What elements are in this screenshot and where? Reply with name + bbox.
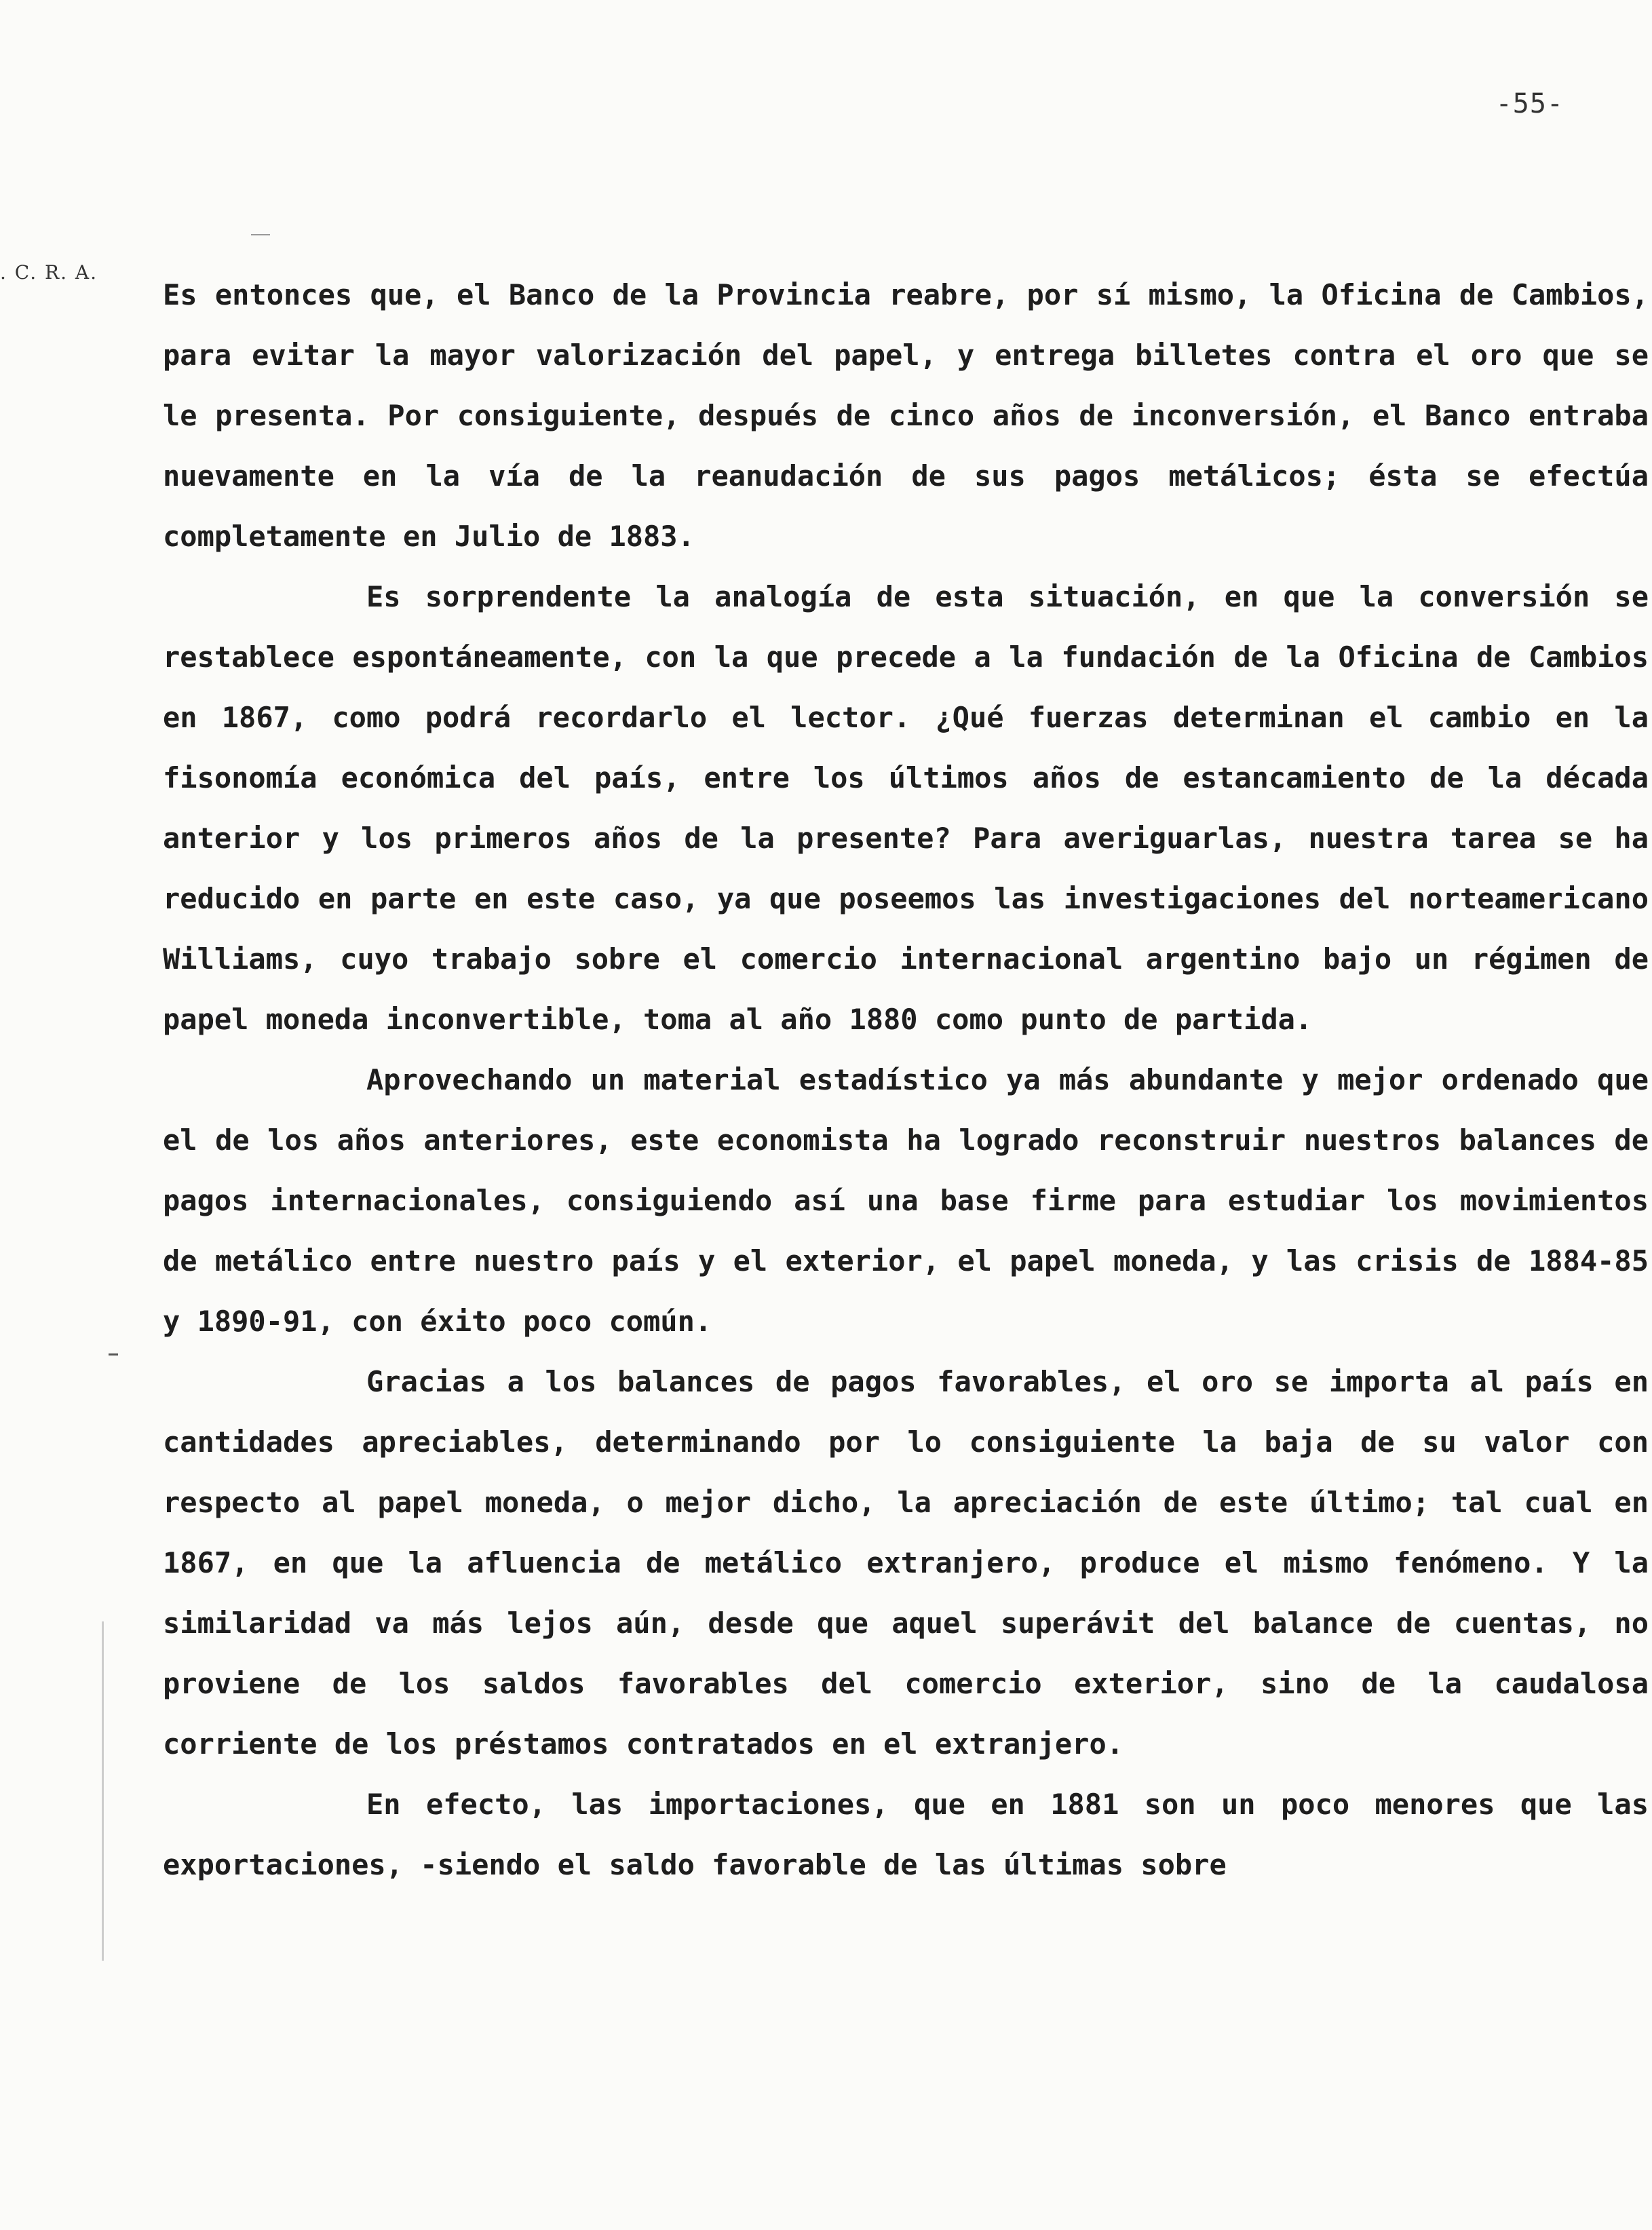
paragraph-3: Aprovechando un material estadístico ya más abundante y mejor ordenado que el de los años anteriores, este economista ha logrado reconstruir nuestros balances de pagos internacionales, consiguiendo así una base firme para estudiar los movimientos de metálico entre nuestro país y el exterior, el papel moneda, y las crisis de 1884-85 y 1890-91, con éxito poco común. bbox=[163, 1063, 1649, 1338]
paragraph-1: Es entonces que, el Banco de la Provincia reabre, por sí mismo, la Oficina de Cambios, para evitar la mayor valorización del papel, y entrega billetes contra el oro que se le presenta. Por consiguiente, después de cinco años de inconversión, el Banco entraba nuevamente en la vía de la reanudación de sus pagos metálicos; ésta se efectúa completamente en Julio de 1883. bbox=[163, 278, 1649, 553]
margin-rule-line bbox=[102, 1621, 104, 1961]
paragraph-4: Gracias a los balances de pagos favorables, el oro se importa al país en cantidades apreciables, determinando por lo consiguiente la baja de su valor con respecto al papel moneda, o mejor dicho, la apreciación de este último; tal cual en 1867, en que la afluencia de metálico extranjero, produce el mismo fenómeno. Y la similaridad va más lejos aún, desde que aquel superávit del balance de cuentas, no proviene de los saldos favorables del comercio exterior, sino de la caudalosa corriente de los préstamos contratados en el extranjero. bbox=[163, 1365, 1649, 1761]
body-text bbox=[163, 265, 1649, 1895]
margin-tick-mark bbox=[109, 1353, 118, 1356]
margin-annotation: . C. R. A. bbox=[0, 261, 98, 284]
page-number: -55- bbox=[1495, 88, 1564, 119]
paragraph-5: En efecto, las importaciones, que en 1881 son un poco menores que las exportaciones, -siendo el saldo favorable de las últimas sobre bbox=[163, 1788, 1649, 1881]
header-tick-mark bbox=[251, 234, 270, 235]
paragraph-2: Es sorprendente la analogía de esta situación, en que la conversión se restablece espontáneamente, con la que precede a la fundación de la Oficina de Cambios en 1867, como podrá recordarlo el lector. ¿Qué fuerzas determinan el cambio en la fisonomía económica del país, entre los últimos años de estancamiento de la década anterior y los primeros años de la presente? Para averiguarlas, nuestra tarea se ha reducido en parte en este caso, ya que poseemos las investigaciones del norteamericano Williams, cuyo trabajo sobre el comercio internacional argentino bajo un régimen de papel moneda inconvertible, toma al año 1880 como punto de partida. bbox=[163, 580, 1649, 1036]
